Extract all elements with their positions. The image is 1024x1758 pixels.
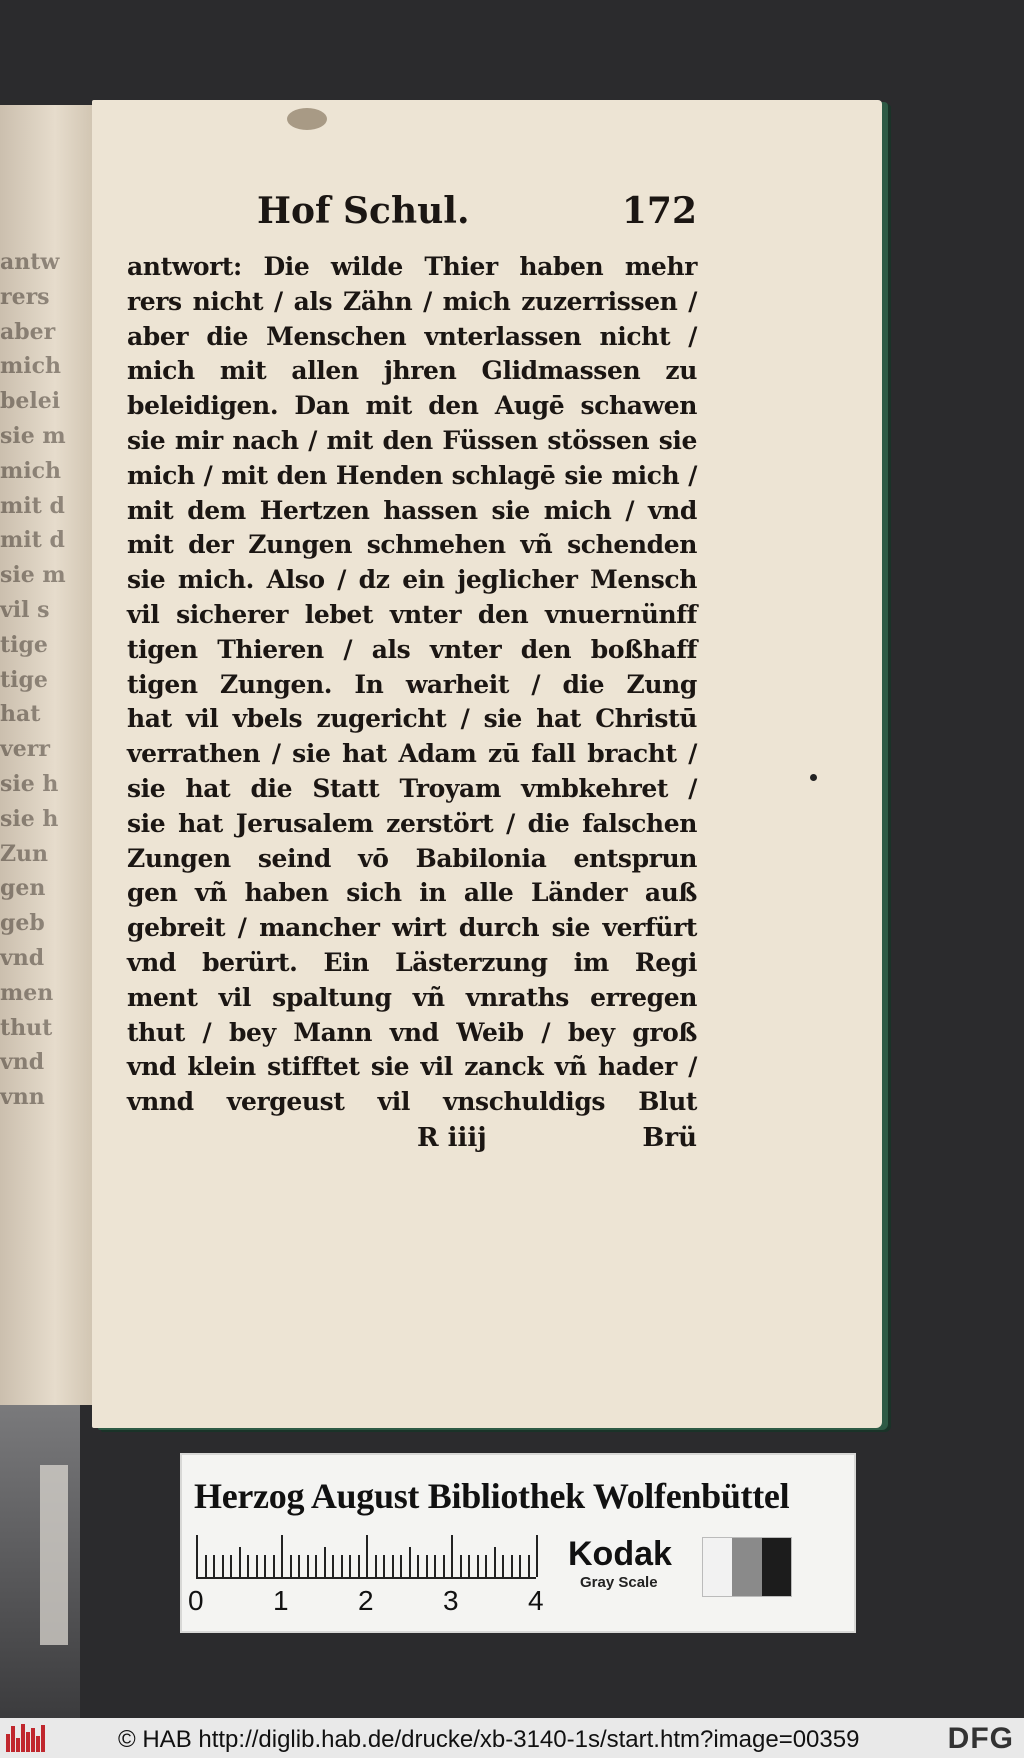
ruler-tick: [315, 1555, 317, 1577]
shelf-label: [40, 1465, 68, 1645]
ruler-tick: [298, 1555, 300, 1577]
ruler-tick: [222, 1555, 224, 1577]
ruler-tick: [528, 1555, 530, 1577]
adjacent-page-text: antw rers aber mich belei sie m mich mit d mit d sie m vil s tige tige hat verr sie h sie h Zun gen geb vnd men thut vnd vnn: [0, 249, 66, 1111]
ruler-tick: [392, 1555, 394, 1577]
ruler-tick: [213, 1555, 215, 1577]
ruler-tick: [536, 1535, 538, 1577]
text-line: mich / mit den Henden schlagē sie mich /: [127, 460, 697, 490]
ruler-number: 2: [358, 1585, 374, 1616]
ruler-tick: [196, 1535, 198, 1577]
ruler-tick: [332, 1555, 334, 1577]
ruler-tick: [239, 1547, 241, 1577]
text-line: aber die Menschen vnterlassen nicht /: [127, 321, 697, 351]
ruler-tick: [426, 1555, 428, 1577]
text-line: antwort: Die wilde Thier haben mehr: [127, 252, 697, 281]
brand-subtitle: Gray Scale: [580, 1574, 658, 1591]
color-target: [180, 1453, 856, 1633]
footer-bar: [0, 1718, 1024, 1758]
ruler-tick: [307, 1555, 309, 1577]
text-line: beleidigen. Dan mit den Augē schawen: [127, 391, 697, 421]
catchword: Brü: [642, 1122, 697, 1153]
ruler-tick: [256, 1555, 258, 1577]
ruler-tick: [494, 1547, 496, 1577]
ruler-number: 1: [273, 1585, 289, 1616]
ruler-tick: [443, 1555, 445, 1577]
ruler-tick: [281, 1535, 283, 1577]
brand-name: Kodak: [568, 1535, 672, 1573]
text-line: vil sicherer lebet vnter den vnuernünff: [127, 599, 697, 629]
book-page: [92, 100, 882, 1428]
ruler-tick: [417, 1555, 419, 1577]
ruler-tick: [400, 1555, 402, 1577]
text-line: thut / bey Mann vnd Weib / bey groß: [127, 1017, 697, 1047]
adjacent-book-edge: [0, 1405, 80, 1725]
text-line: hat vil vbels zugericht / sie hat Christū: [127, 704, 697, 734]
gray-patch: [703, 1538, 732, 1596]
ruler-tick: [460, 1555, 462, 1577]
page-foot: [127, 1120, 697, 1156]
gray-patch: [762, 1538, 791, 1596]
text-line: sie mir nach / mit den Füssen stössen sie: [127, 425, 697, 455]
source-credit: © HAB http://diglib.hab.de/drucke/xb-3140-1s/start.htm?image=00359: [118, 1726, 860, 1753]
ruler-tick: [273, 1555, 275, 1577]
gray-patch: [732, 1538, 761, 1596]
running-title: Hof Schul.: [257, 190, 470, 232]
page-text-block: [127, 190, 697, 1156]
kodak-label: [568, 1535, 688, 1591]
ruler-tick: [477, 1555, 479, 1577]
ruler-tick: [358, 1555, 360, 1577]
ruler-tick: [519, 1555, 521, 1577]
paper-stain: [287, 108, 327, 130]
institution-name: Herzog August Bibliothek Wolfenbüttel: [194, 1476, 790, 1516]
ruler-tick: [502, 1555, 504, 1577]
ruler-tick: [451, 1535, 453, 1577]
dfg-logo: DFG: [947, 1722, 1014, 1755]
adjacent-page: [0, 105, 92, 1405]
ruler-tick: [205, 1555, 207, 1577]
text-line: vnd berürt. Ein Lästerzung im Regi: [127, 947, 697, 977]
ruler-tick: [383, 1555, 385, 1577]
signature-mark: R iiij: [417, 1122, 487, 1153]
ruler-tick: [290, 1555, 292, 1577]
text-line: vnd klein stifftet sie vil zanck vñ hader /: [127, 1052, 697, 1082]
ruler-tick: [485, 1555, 487, 1577]
ruler-tick: [247, 1555, 249, 1577]
ruler-tick: [366, 1535, 368, 1577]
ruler-tick: [434, 1555, 436, 1577]
ruler-tick: [409, 1547, 411, 1577]
text-line: mit der Zungen schmehen vñ schenden: [127, 530, 697, 560]
text-line: sie hat Jerusalem zerstört / die falschen: [127, 808, 697, 838]
text-line: Zungen seind vō Babilonia entsprun: [127, 843, 697, 873]
ruler-number: 0: [188, 1585, 204, 1616]
text-line: sie mich. Also / dz ein jeglicher Mensch: [127, 565, 697, 595]
gray-patches: [702, 1537, 792, 1597]
text-line: ment vil spaltung vñ vnraths erregen: [127, 982, 697, 1012]
text-line: vnnd vergeust vil vnschuldigs Blut: [127, 1087, 697, 1117]
ruler-tick: [375, 1555, 377, 1577]
text-line: rers nicht / als Zähn / mich zuzerrissen /: [127, 286, 697, 316]
ruler-baseline: [196, 1577, 536, 1579]
ruler-tick: [230, 1555, 232, 1577]
text-line: verrathen / sie hat Adam zū fall bracht /: [127, 739, 697, 769]
text-line: tigen Zungen. In warheit / die Zung: [127, 669, 697, 699]
ink-speck: [810, 774, 817, 781]
ruler-number: 3: [443, 1585, 459, 1616]
ruler-tick: [264, 1555, 266, 1577]
text-line: mich mit allen jhren Glidmassen zu: [127, 356, 697, 386]
text-line: gen vñ haben sich in alle Länder auß: [127, 878, 697, 908]
ruler-tick: [324, 1547, 326, 1577]
ruler-number: 4: [528, 1585, 544, 1616]
ruler-tick: [468, 1555, 470, 1577]
measurement-ruler: [188, 1535, 544, 1616]
body-text: [127, 250, 697, 1120]
ruler-tick: [511, 1555, 513, 1577]
ruler-tick: [349, 1555, 351, 1577]
hab-logo-icon: [6, 1724, 46, 1752]
page-number: 172: [621, 190, 697, 232]
text-line: mit dem Hertzen hassen sie mich / vnd: [127, 495, 697, 525]
text-line: tigen Thieren / als vnter den boßhaff: [127, 634, 697, 664]
text-line: sie hat die Statt Troyam vmbkehret /: [127, 773, 697, 803]
ruler-tick: [341, 1555, 343, 1577]
text-line: gebreit / mancher wirt durch sie verfürt: [127, 913, 697, 943]
running-head: [127, 190, 697, 250]
